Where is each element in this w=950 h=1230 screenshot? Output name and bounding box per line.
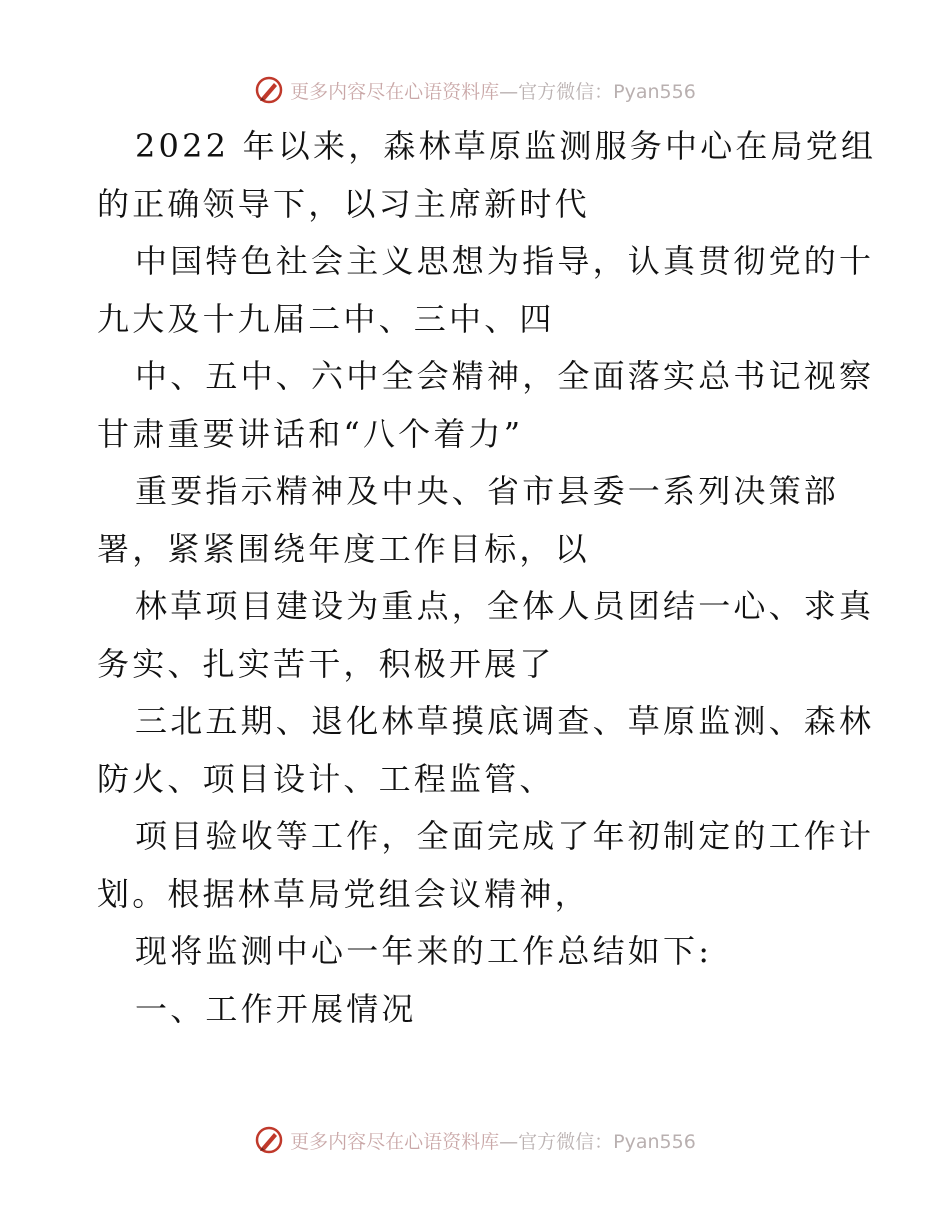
header-banner-text: 更多内容尽在心语资料库—官方微信：Pyan556 [290,80,696,103]
body-line: 中、五中、六中全会精神，全面落实总书记视察 [135,357,875,395]
pen-logo-icon [254,1125,284,1155]
body-line: 的正确领导下，以习主席新时代 [97,184,590,223]
section-heading: 一、工作开展情况 [135,989,417,1028]
body-line: 署，紧紧围绕年度工作目标，以 [97,529,590,568]
body-line: 林草项目建设为重点，全体人员团结一心、求真 [135,587,875,625]
body-line: 划。根据林草局党组会议精神， [97,874,590,913]
header-banner [0,70,950,110]
body-line: 项目验收等工作，全面完成了年初制定的工作计 [135,817,875,855]
footer-banner [0,1120,950,1160]
body-line: 甘肃重要讲话和“八个着力” [97,414,524,453]
body-line: 重要指示精神及中央、省市县委一系列决策部 [135,472,840,510]
body-line: 务实、扎实苦干，积极开展了 [97,644,555,683]
body-line: 三北五期、退化林草摸底调查、草原监测、森林 [135,702,875,740]
body-line: 防火、项目设计、工程监管、 [97,759,555,798]
body-line: 九大及十九届二中、三中、四 [97,299,555,338]
pen-logo-icon [254,75,284,105]
document-body [97,118,877,1038]
body-line: 中国特色社会主义思想为指导，认真贯彻党的十 [135,242,875,280]
footer-banner-text: 更多内容尽在心语资料库—官方微信：Pyan556 [290,1130,696,1153]
body-line: 现将监测中心一年来的工作总结如下: [135,932,713,970]
body-line: 2022 年以来，森林草原监测服务中心在局党组 [135,127,877,165]
